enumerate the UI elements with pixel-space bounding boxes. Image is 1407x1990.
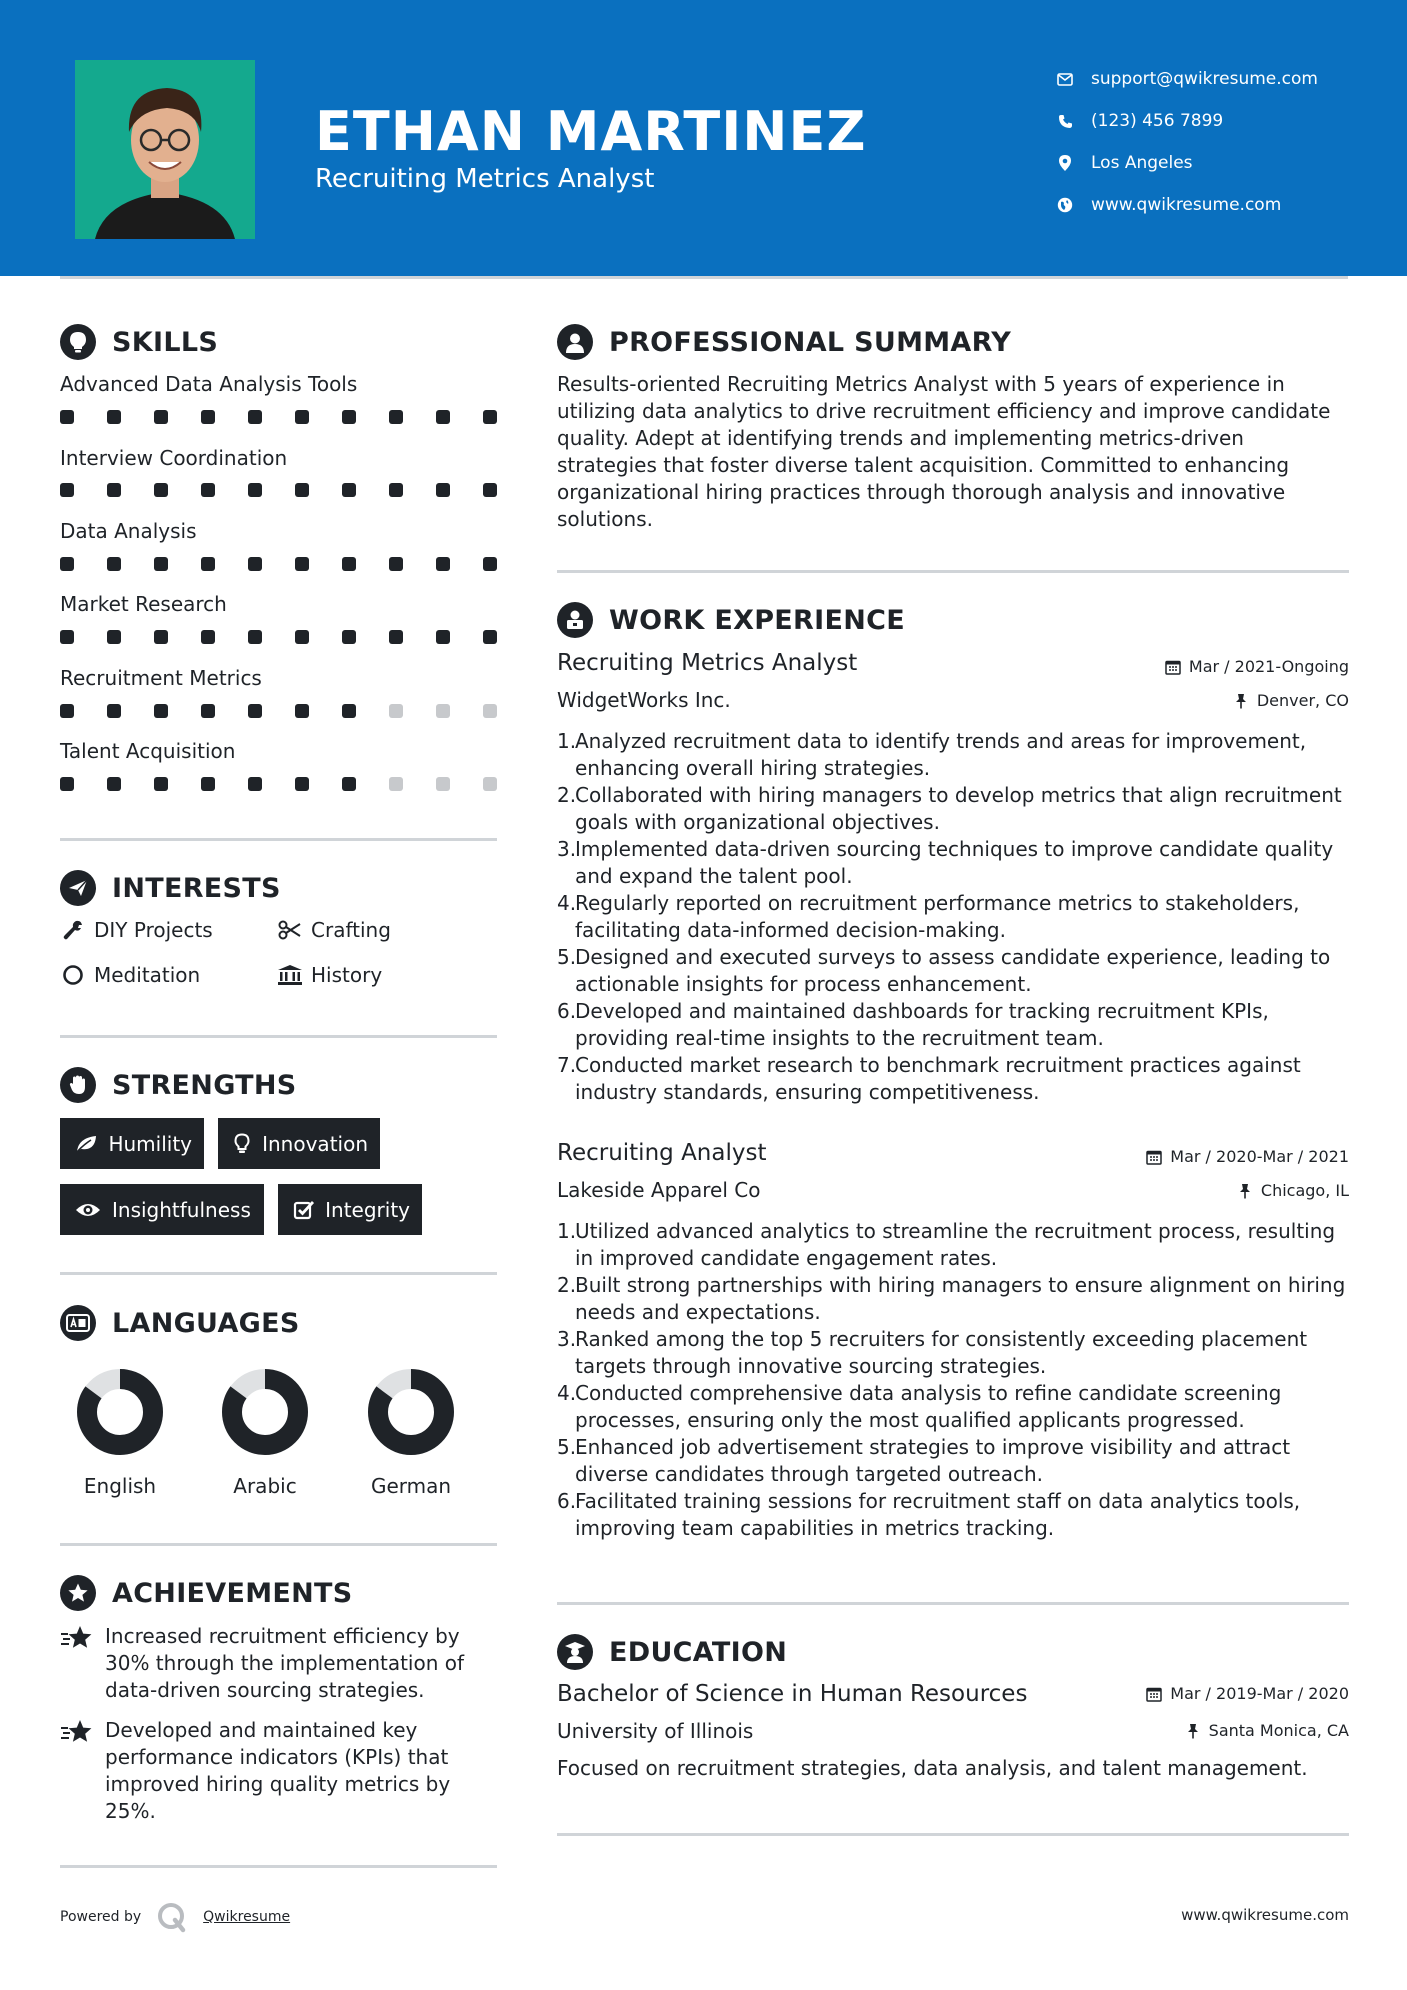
list-item: 1. Analyzed recruitment data to identify trends and areas for improvement, enhancing overall hiring strategies. [557,729,1307,780]
skill-rating [60,557,530,571]
header-divider [60,276,1348,279]
contact-location-text: Los Angeles [1091,153,1193,173]
contact-phone[interactable] [1055,100,1385,142]
skill-dot-filled [154,777,168,791]
pushpin-icon [1184,1722,1202,1740]
skill-dot-filled [342,410,356,424]
skill-dot-empty [389,777,403,791]
list-item: 4. Regularly reported on recruitment performance metrics to stakeholders, facilitating data-informed decision-making. [557,891,1300,942]
job-location-text: Chicago, IL [1260,1181,1349,1200]
achievements-heading [60,1575,353,1611]
skill-dot-filled [248,557,262,571]
interest-item [277,918,391,942]
brand-link[interactable]: Qwikresume [203,1909,291,1925]
strength-label: Humility [108,1131,192,1156]
skill-label: Recruitment Metrics [60,666,262,690]
star-badge-icon [60,1575,96,1611]
education-description: Focused on recruitment strategies, data analysis, and talent management. [557,1756,1308,1780]
skill-dot-filled [60,483,74,497]
skill-dot-filled [201,410,215,424]
skill-dot-filled [154,557,168,571]
education-date [1145,1684,1349,1703]
job-title: Recruiting Analyst [557,1140,767,1166]
interest-label: History [311,963,383,987]
contact-list [1055,58,1385,226]
eye-icon [74,1198,102,1222]
languages-heading [60,1305,300,1341]
candidate-role: Recruiting Metrics Analyst [315,164,655,194]
interest-label: DIY Projects [94,918,213,942]
pushpin-icon [1236,1182,1254,1200]
language-item [351,1368,471,1498]
list-item: 5. Designed and executed surveys to assess candidate experience, leading to actionable insights for process enhancement. [557,945,1331,996]
skill-label: Data Analysis [60,519,197,543]
skill-dot-filled [107,483,121,497]
skill-dot-filled [389,557,403,571]
list-item: 6. Developed and maintained dashboards for tracking recruitment KPIs, providing real-time insights to the recruitment team. [557,999,1269,1050]
language-card-icon [60,1305,96,1341]
interests-title: INTERESTS [112,872,281,904]
strengths-title: STRENGTHS [112,1069,297,1101]
contact-email[interactable] [1055,58,1385,100]
lightbulb-icon [60,324,96,360]
language-label: English [83,1474,157,1498]
circle-icon [60,963,86,987]
skill-label: Talent Acquisition [60,739,236,763]
skill-label: Advanced Data Analysis Tools [60,372,358,396]
skill-dot-filled [201,557,215,571]
skill-dot-filled [60,630,74,644]
globe-icon [1055,195,1075,215]
languages-title: LANGUAGES [112,1307,300,1339]
strength-label: Innovation [262,1131,368,1156]
briefcase-user-icon [557,602,593,638]
achievement-item [60,1623,500,1704]
skill-dot-empty [436,777,450,791]
interest-item [60,963,200,987]
skill-dot-filled [342,777,356,791]
skill-dot-empty [389,704,403,718]
experience-title: WORK EXPERIENCE [609,604,905,636]
skill-dot-filled [60,777,74,791]
skill-dot-filled [107,777,121,791]
skill-dot-filled [342,483,356,497]
contact-website-text: www.qwikresume.com [1091,195,1282,215]
interest-item [277,963,382,987]
strength-tag [218,1118,380,1169]
skill-dot-filled [342,704,356,718]
skill-dot-filled [295,777,309,791]
skills-title: SKILLS [112,326,219,358]
section-divider [557,570,1349,573]
skill-dot-empty [436,704,450,718]
star-icon [60,1717,94,1825]
user-icon [557,324,593,360]
scissors-icon [277,918,303,942]
skill-dot-filled [295,704,309,718]
language-item [60,1368,180,1498]
job-responsibilities [557,1218,1349,1542]
graduate-icon [557,1634,593,1670]
skill-dot-filled [342,557,356,571]
candidate-name: ETHAN MARTINEZ [315,100,867,163]
job-location-text: Denver, CO [1256,691,1349,710]
contact-email-text: support@qwikresume.com [1091,69,1318,89]
calendar-icon [1164,658,1182,676]
skill-dot-filled [436,483,450,497]
leaf-icon [74,1132,98,1156]
list-item: 1. Utilized advanced analytics to streamline the recruitment process, resulting in improved candidate engagement rates. [557,1219,1336,1270]
calendar-icon [1145,1148,1163,1166]
experience-heading [557,602,905,638]
skill-dot-filled [248,704,262,718]
skill-rating [60,630,530,644]
museum-icon [277,963,303,987]
list-item: 6. Facilitated training sessions for recruitment staff on data analytics tools, improving team capabilities in metrics tracking. [557,1489,1301,1540]
list-item: 3. Ranked among the top 5 recruiters for consistently exceeding placement targets through innovative sourcing strategies. [557,1327,1308,1378]
powered-by-text: Powered by [60,1909,142,1925]
section-divider [557,1833,1349,1836]
job-title: Recruiting Metrics Analyst [557,650,858,676]
job-date [1164,657,1349,676]
section-divider [60,838,497,841]
list-item: 4. Conducted comprehensive data analysis to refine candidate screening processes, ensuring only the most qualified applicants progressed. [557,1381,1282,1432]
language-proficiency-ring [367,1368,455,1456]
skill-dot-filled [295,410,309,424]
skill-dot-filled [295,630,309,644]
interest-item [60,918,213,942]
skills-heading [60,324,218,360]
skill-dot-filled [342,630,356,644]
interests-heading [60,870,281,906]
map-pin-icon [1055,153,1075,173]
skill-dot-filled [248,777,262,791]
skill-dot-filled [107,557,121,571]
checkbox-icon [292,1198,315,1222]
summary-title: PROFESSIONAL SUMMARY [609,326,1012,358]
skill-dot-filled [201,483,215,497]
strength-label: Integrity [325,1197,410,1222]
education-title: EDUCATION [609,1636,788,1668]
job-date-text: Mar / 2020-Mar / 2021 [1170,1147,1349,1166]
education-heading [557,1634,787,1670]
list-item: 5. Enhanced job advertisement strategies to improve visibility and attract diverse candidates through targeted outreach. [557,1435,1291,1486]
hand-icon [60,1067,96,1103]
job-location [1232,691,1349,710]
list-item: 2. Built strong partnerships with hiring managers to ensure alignment on hiring needs and expectations. [557,1273,1346,1324]
skill-dot-filled [483,557,497,571]
skill-dot-filled [154,630,168,644]
contact-location [1055,142,1385,184]
skill-dot-filled [201,704,215,718]
skill-dot-filled [483,483,497,497]
achievement-text: Increased recruitment efficiency by 30% through the implementation of data-driven sourcing strategies. [105,1624,465,1702]
footer-website[interactable]: www.qwikresume.com [1181,1906,1349,1924]
job-date-text: Mar / 2021-Ongoing [1188,657,1349,676]
wrench-icon [60,918,86,942]
qwikresume-logo-icon [155,1900,189,1934]
skill-dot-empty [483,704,497,718]
language-item [205,1368,325,1498]
skill-dot-filled [483,410,497,424]
strengths-heading [60,1067,297,1103]
skill-dot-filled [107,630,121,644]
job-company: Lakeside Apparel Co [557,1178,761,1202]
skill-dot-filled [154,483,168,497]
achievements-title: ACHIEVEMENTS [112,1577,353,1609]
calendar-icon [1145,1685,1163,1703]
skill-rating [60,777,530,791]
interest-label: Crafting [311,918,391,942]
job-company: WidgetWorks Inc. [557,688,731,712]
education-location-text: Santa Monica, CA [1208,1721,1349,1740]
lightbulb-icon [232,1132,252,1156]
summary-text: Results-oriented Recruiting Metrics Analyst with 5 years of experience in utilizing data analytics to drive recruitment efficiency and improve candidate quality. Adept at identifying trends and implementing metrics-driven strategies that foster diverse talent acquisition. Committed to enhancing organizational hiring practices through thorough analysis and innovative solutions. [557,372,1331,531]
strength-label: Insightfulness [112,1197,251,1222]
skill-dot-filled [248,410,262,424]
skill-dot-filled [60,704,74,718]
section-divider [60,1272,497,1275]
skill-dot-filled [107,704,121,718]
achievement-text: Developed and maintained key performance indicators (KPIs) that improved hiring quality metrics by 25%. [105,1718,451,1823]
skill-dot-filled [60,557,74,571]
skill-label: Interview Coordination [60,446,288,470]
skill-rating [60,483,530,497]
language-proficiency-ring [221,1368,309,1456]
contact-website[interactable] [1055,184,1385,226]
section-divider [60,1035,497,1038]
skill-dot-filled [154,704,168,718]
paper-plane-icon [60,870,96,906]
section-divider [60,1543,497,1546]
skill-dot-filled [483,630,497,644]
strength-tag [278,1184,422,1235]
skill-dot-filled [248,630,262,644]
envelope-icon [1055,69,1075,89]
skill-rating [60,410,530,424]
skill-dot-empty [483,777,497,791]
education-date-text: Mar / 2019-Mar / 2020 [1170,1684,1349,1703]
strength-tag [60,1118,204,1169]
summary-heading [557,324,1011,360]
list-item: 2. Collaborated with hiring managers to develop metrics that align recruitment goals with organizational objectives. [557,783,1342,834]
skill-dot-filled [389,630,403,644]
degree-title: Bachelor of Science in Human Resources [557,1681,1028,1707]
strength-tag [60,1184,264,1235]
contact-phone-text: (123) 456 7899 [1091,111,1224,131]
skill-dot-filled [248,483,262,497]
skill-dot-filled [436,630,450,644]
resume-header [0,0,1407,276]
skill-dot-filled [107,410,121,424]
skill-rating [60,704,530,718]
section-divider [557,1602,1349,1605]
language-label: German [370,1474,452,1498]
skill-dot-filled [389,410,403,424]
skill-dot-filled [436,557,450,571]
skill-label: Market Research [60,592,227,616]
profile-photo [75,60,255,239]
skill-dot-filled [201,630,215,644]
job-date [1145,1147,1349,1166]
interest-label: Meditation [94,963,201,987]
school-name: University of Illinois [557,1719,754,1743]
skill-dot-filled [295,557,309,571]
language-label: Arabic [233,1474,297,1498]
section-divider [60,1865,497,1868]
language-proficiency-ring [76,1368,164,1456]
skill-dot-filled [154,410,168,424]
skill-dot-filled [389,483,403,497]
list-item: 7. Conducted market research to benchmark recruitment practices against industry standards, ensuring competitiveness. [557,1053,1301,1104]
star-icon [60,1623,94,1704]
skill-dot-filled [60,410,74,424]
list-item: 3. Implemented data-driven sourcing techniques to improve candidate quality and expand the talent pool. [557,837,1334,888]
phone-icon [1055,111,1075,131]
skill-dot-filled [201,777,215,791]
job-responsibilities [557,728,1349,1106]
achievement-item [60,1717,500,1825]
pushpin-icon [1232,692,1250,710]
skill-dot-filled [436,410,450,424]
skill-dot-filled [295,483,309,497]
education-location [1184,1721,1349,1740]
footer-powered-by [60,1900,290,1934]
job-location [1236,1181,1349,1200]
